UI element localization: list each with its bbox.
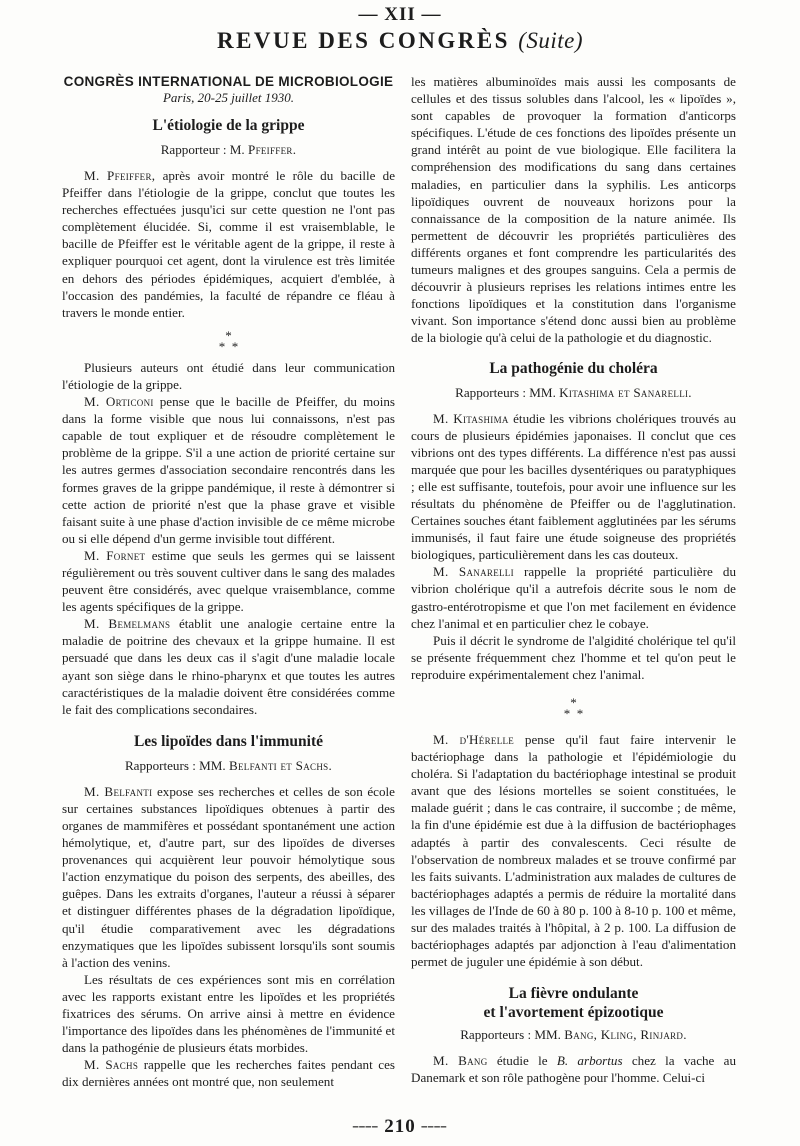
page-footer (0, 1116, 800, 1138)
paragraph (62, 393, 395, 547)
continuation-paragraph: les matières albuminoïdes mais aussi les composants de cellules et des tissus solubles dans l'alcool, les « lipoïdes », sont capables de provoquer la formation d'anticorps spécifiques. L'étude de ces fonctions des lipoïdes présente un grand intérêt au point de vue biologique. Elle facilitera la compréhension des modifications du sang dans certaines maladies, en particulier dans la syphilis. Les anticorps lipoïdiques ouvrent de nouveaux horizons pour la connaissance de la composition de la nature animée. Ils permettent de découvrir les propriétés particulières des différents organes et font comprendre les particularités des tumeurs malignes et des groupes sanguins. Cela a permis de découvrir à plusieurs reprises les relations intimes entre les fonctions lipoïdiques et la constitution dans l'organisme vivant. Son importance s'étend donc aussi bien au problème de la biologie qu'à celui de la pathologie et du diagnostic. (411, 74, 736, 346)
section-title-lipoides: Les lipoïdes dans l'immunité (133, 732, 324, 750)
paragraph: Puis il décrit le syndrome de l'algidité cholérique tel qu'il se présente fréquemment chez l'homme et tel qu'on peut le reproduire expérimentalement chez l'animal. (411, 632, 736, 682)
author-name: M. Belfanti (84, 783, 153, 799)
paragraph-text: étudie le (496, 1053, 548, 1069)
rapporteur-name: Kitashima et Sanarelli. (559, 384, 692, 400)
paragraph-text: chez la vache au Danemark et son rôle pathogène pour l'homme. Celui-ci (411, 1053, 737, 1086)
footer-ornament-right: ━━━━ (421, 1122, 448, 1133)
title-main: REVUE DES CONGRÈS (216, 28, 510, 53)
congress-place-date: Paris, 20-25 juillet 1930. (162, 90, 295, 105)
rapporteur-prefix: Rapporteurs : MM. (124, 757, 226, 773)
author-name: M. Kitashima (433, 410, 509, 426)
paragraph-text: pense qu'il faut faire intervenir le bactériophage dans la pathologie et l'épidémiologie du choléra. Si l'adaptation du bactériophage intestinal se produit avant que des lésions mortelles se soient constituées, le malade guérit ; dans le cas contraire, il succombe ; de même, la fin d'une épidémie est due à la diffusion de bactériophages adaptés à partir des convalescents. Ceci résulte de l'observation de nombreux malades et se trouve confirmé par les faits suivants. L'administration aux malades de cultures de bactériophages adaptés a permis de réduire la mortalité dans les villages de l'Inde de 60 à 80 p. 100 à 8-10 p. 100 et même, sur des malades traités à l'hôpital, à 2 p. 100. La diffusion de bactériophages adaptés par adjonction à l'eau d'alimentation permet de juguler une épidémie à son début. (411, 732, 736, 970)
author-name: M. Bemelmans (84, 616, 171, 632)
paragraph (62, 167, 395, 321)
rapporteur-name: Bang, Kling, Rinjard. (564, 1027, 687, 1043)
rapporteur-prefix: Rapporteur : M. (160, 142, 245, 157)
section-title-line1: La fièvre ondulante (508, 985, 639, 1003)
species-name: B. arbortus (556, 1053, 623, 1069)
section-separator-stars: * * * (563, 695, 584, 721)
rapporteur-prefix: Rapporteurs : MM. (455, 384, 556, 400)
paragraph: Plusieurs auteurs ont étudié dans leur communication l'étiologie de la grippe. (62, 359, 395, 392)
paragraph (411, 563, 736, 631)
paragraph (62, 615, 395, 718)
rapporteur-prefix: Rapporteurs : MM. (460, 1027, 561, 1043)
author-name: M. Bang (433, 1053, 488, 1069)
paragraph (62, 547, 395, 615)
journal-section-title (0, 28, 800, 54)
paragraph-text: étudie les vibrions cholériques trouvés au cours de plusieurs épidémies japonaises. Il conclut que ces vibrions ont des types différents. La différence n'est pas aussi marquée que pour les bacilles dysentériques ou paratyphiques ; elle est suffisante, toutefois, pour avoir une influence sur les résultats du phénomène de Pfeiffer ou de l'agglutination. Certaines souches étant faiblement agglutinées par les sérums immunisés, il faut faire une étude soigneuse des propriétés biologiques, particulièrement dans les cas douteux. (411, 410, 736, 563)
rapporteur-name: Pfeiffer. (248, 142, 297, 157)
paragraph (62, 783, 395, 971)
paragraph: Les résultats de ces expériences sont mis en corrélation avec les rapports existant entre les lipoïdes et les propriétés fixatrices des sérums. On arrive ainsi à mettre en évidence l'importance des lipoïdes dans les phénomènes de l'immunité et dans la pathogénie de plusieurs états morbides. (62, 971, 395, 1056)
section-title-cholera: La pathogénie du choléra (489, 359, 658, 377)
rapporteur-line (62, 757, 395, 774)
author-name: M. Pfeiffer, (84, 168, 156, 183)
paragraph (411, 731, 736, 970)
right-column (411, 73, 736, 1087)
paragraph-text: établit une analogie certaine entre la maladie de poitrine des chevaux et la grippe humaine. Il est persuadé que dans les deux cas il s'agit d'une maladie locale ayant son siège dans le rhino-pharynx et que toutes les autres caractéristiques de la maladie doivent être considérées comme le fait des complications secondaires. (62, 616, 395, 717)
title-suffix: (Suite) (518, 28, 584, 53)
page-header (0, 4, 800, 54)
paragraph-text: pense que le bacille de Pfeiffer, du moins dans la forme visible que nous lui connaissons, n'est pas capable de tout expliquer et de résoudre complètement le problème de la grippe. S'il a une action de priorité certaine sur les autres germes d'association secondaire rencontrés dans les formes graves de la grippe pandémique, il reste à démontrer si cette action de priorité n'est que la phase grave et visible faisant suite à une phase d'action invisible de ce même microbe ou si elle dépend d'un germe invisible tout différent. (62, 394, 395, 546)
paragraph (62, 1056, 395, 1090)
congress-title: CONGRÈS INTERNATIONAL DE MICROBIOLOGIE (63, 74, 394, 89)
author-name: M. Orticoni (84, 394, 154, 410)
paragraph-text: expose ses recherches et celles de son école sur certaines substances lipoïdiques obtenues à partir des organes de mammifères et possédant spontanément une action hémolytique, et, d'autre part, sur des lipoïdes de diverses provenances qui acquièrent leur pouvoir hémolytique sous l'action enzymatique du poison des serpents, des abeilles, des guêpes. Dans les extraits d'organes, l'auteur a réussi à séparer et distinguer différentes phases de la dégradation lipoïdique, qu'il étudie comparativement avec les dégradations enzymatiques que les lipoïdes subissent lorsqu'ils sont soumis à l'action des venins. (62, 783, 395, 970)
paragraph (411, 410, 736, 564)
paragraph-text: rappelle la propriété particulière du vibrion cholérique qu'il a autrefois décrite sous le nom de gastro-entérotropisme et que l'on met facilement en évidence chez l'animal et en particulier chez le cobaye. (411, 564, 736, 631)
paragraph-text: après avoir montré le rôle du bacille de Pfeiffer dans l'étiologie de la grippe, conclut que toutes les recherches effectuées jusqu'ici sur cette question ne l'ont pas complètement élucidée. Si, comme il est vraisemblable, le bacille de Pfeiffer est le véritable agent de la grippe, il reste à expliquer pourquoi cet agent, dont la virulence est très limitée en dehors des périodes épidémiques, acquiert d'emblée, à l'occasion des pandémies, la faculté de répandre ce fléau à travers le monde entier. (62, 168, 396, 320)
author-name: M. Fornet (84, 547, 146, 563)
rapporteur-name: Belfanti et Sachs. (228, 757, 333, 773)
rapporteur-line (411, 1026, 736, 1043)
author-name: M. d'Hérelle (433, 732, 515, 747)
page-number: 210 (384, 1116, 416, 1137)
footer-ornament-left: ━━━━ (352, 1122, 379, 1133)
rapporteur-line (411, 384, 736, 401)
paragraph (411, 1052, 736, 1086)
section-title-fievre (411, 984, 736, 1022)
paragraph-text: rappelle que les recherches faites pendant ces dix dernières années ont montré que, non seulement (62, 1057, 395, 1090)
author-name: M. Sachs (84, 1057, 139, 1073)
author-name: M. Sanarelli (433, 564, 514, 580)
page-marker: — XII — (358, 4, 442, 25)
rapporteur-line (62, 141, 395, 158)
section-separator-stars: * * * (218, 327, 239, 354)
section-title-line2: et l'avortement épizootique (483, 1004, 664, 1022)
section-title-grippe: L'étiologie de la grippe (152, 117, 305, 134)
left-column (62, 73, 395, 1091)
paragraph-text: estime que seuls les germes qui se laissent régulièrement ou très souvent cultiver dans le sang des malades peuvent être considérés, avec quelque vraisemblance, comme les agents spécifiques de la grippe. (62, 547, 395, 615)
